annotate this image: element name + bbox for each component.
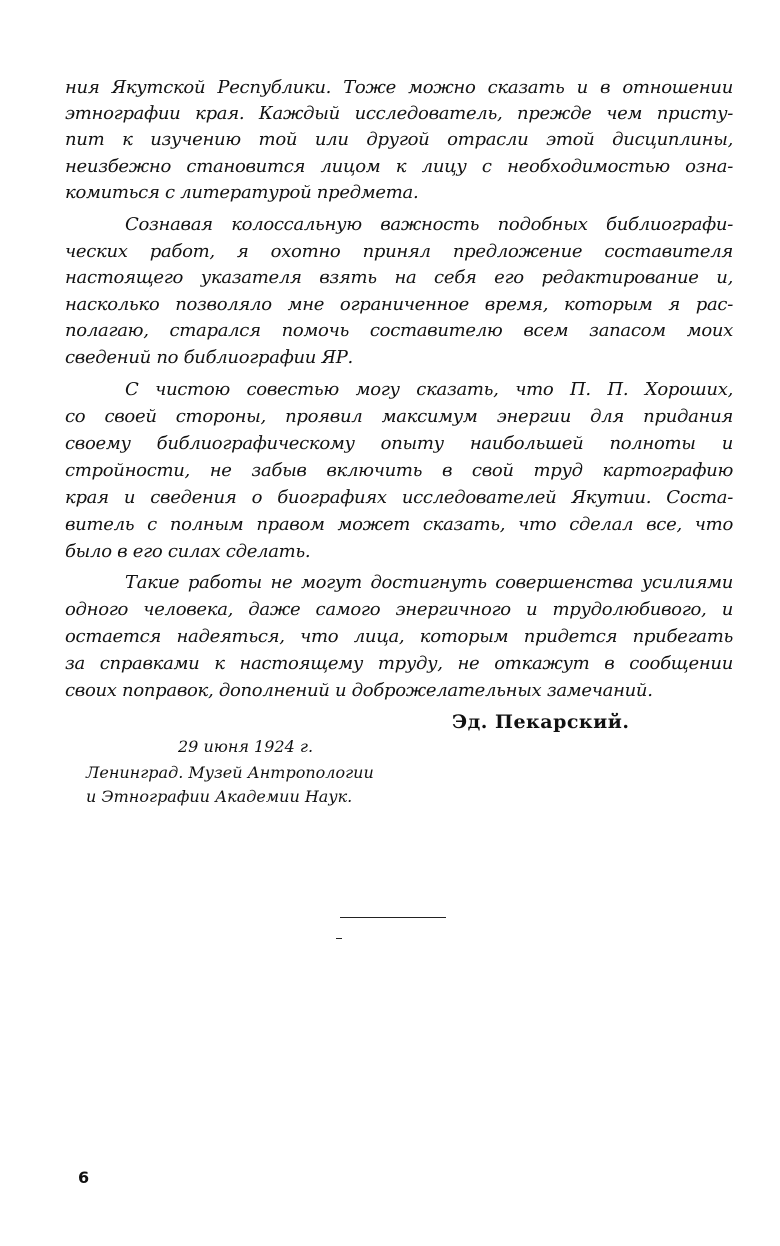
place-line: и Этнографии Академии Наук. [86, 787, 353, 806]
text-line: остается надеяться, что лица, которым придется прибегать [65, 626, 733, 647]
text-line: своих поправок, дополнений и доброжелательных замечаний. [65, 680, 653, 701]
text-line: С чистою совестью могу сказать, что П. П. Хороших, [125, 379, 733, 400]
text-line: было в его силах сделать. [65, 541, 311, 562]
page-number: 6 [78, 1168, 90, 1187]
text-line: пит к изучению той или другой отрасли этой дисциплины, [65, 129, 733, 150]
text-line: за справками к настоящему труду, не откажут в сообщении [65, 653, 733, 674]
text-line: края и сведения о биографиях исследователей Якутии. Соста- [65, 487, 733, 508]
text-line: полагаю, старался помочь составителю всем запасом моих [65, 320, 733, 341]
text-line: ческих работ, я охотно принял предложение составителя [65, 241, 733, 262]
divider-mark [336, 938, 342, 939]
text-line: Сознавая колоссальную важность подобных библиографи- [125, 214, 733, 235]
section-divider [340, 917, 446, 918]
place-line: Ленинград. Музей Антропологии [86, 763, 374, 782]
text-line: неизбежно становится лицом к лицу с необходимостью озна- [65, 156, 733, 177]
text-line: своему библиографическому опыту наибольшей полноты и [65, 433, 733, 454]
date: 29 июня 1924 г. [178, 737, 314, 756]
text-line: настоящего указателя взять на себя его редактирование и, [65, 267, 733, 288]
text-line: этнографии края. Каждый исследователь, прежде чем присту- [65, 103, 733, 124]
text-line: комиться с литературой предмета. [65, 182, 419, 203]
text-line: со своей стороны, проявил максимум энергии для придания [65, 406, 733, 427]
text-line: одного человека, даже самого энергичного и трудолюбивого, и [65, 599, 733, 620]
text-line: Такие работы не могут достигнуть совершенства усилиями [125, 572, 733, 593]
signature: Эд. Пекарский. [452, 711, 630, 733]
text-line: насколько позволяло мне ограниченное время, которым я рас- [65, 294, 733, 315]
text-line: сведений по библиографии ЯР. [65, 347, 353, 368]
text-line: витель с полным правом может сказать, что сделал все, что [65, 514, 733, 535]
text-line: стройности, не забыв включить в свой труд картографию [65, 460, 733, 481]
text-line: ния Якутской Республики. Тоже можно сказать и в отношении [65, 77, 733, 98]
